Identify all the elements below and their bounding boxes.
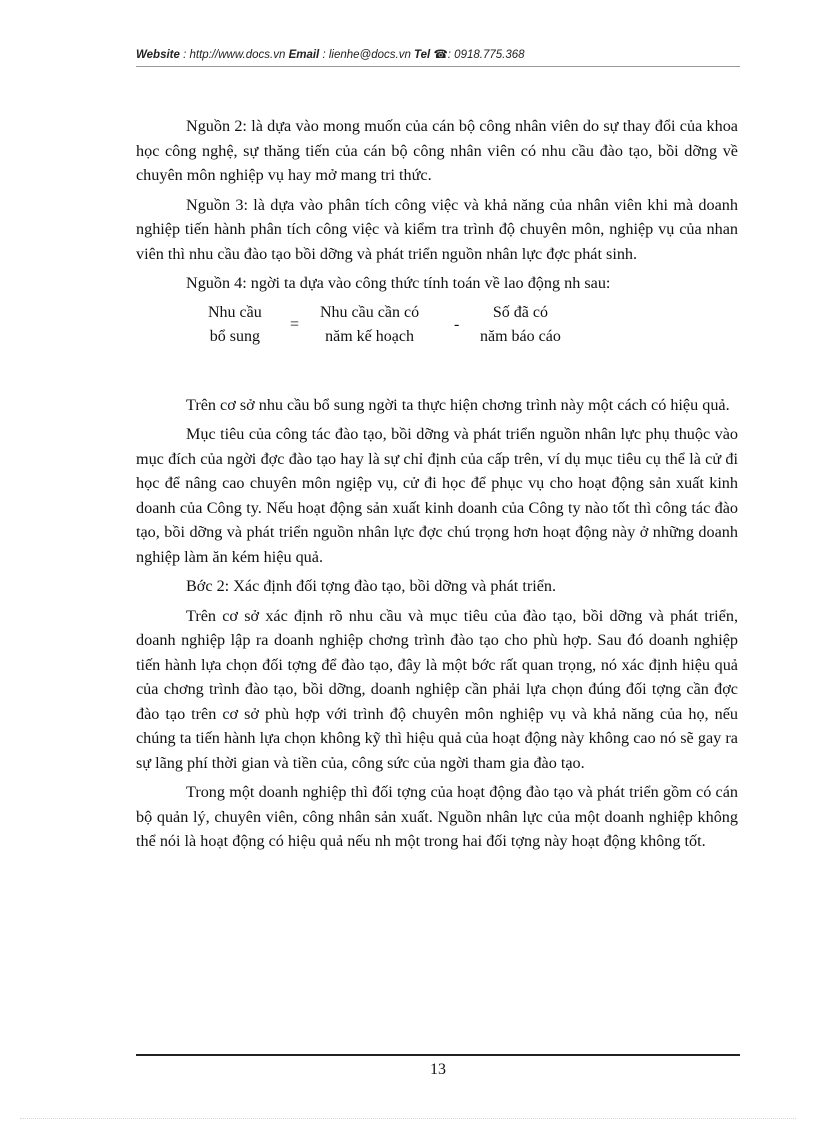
email-address[interactable]: : lienhe@docs.vn: [322, 49, 411, 61]
page-header: [136, 47, 740, 61]
formula-term-needed: Nhu cầu cần có năm kế hoạch: [320, 303, 420, 345]
email-label: Email: [288, 49, 320, 61]
paragraph-target-selection: Trên cơ sở xác định rõ nhu cầu và mục tiêu của đào tạo, bồi dỡng và phát triển, doanh nghiệp lập ra doanh nghiệp chơng trình đào tạo cho phù hợp. Sau đó doanh nghiệp tiến hành lựa chọn đối tợng để đào tạo, đây là một bớc rất quan trọng, nó xác định hiệu quả của chơng trình đào tạo, bồi dỡng, doanh nghiệp cần phải lựa chọn đúng đối tợng cần đợc đào tạo trên cơ sở phù hợp với trình độ chuyên môn nghiệp vụ và khả năng của họ, nếu chúng ta tiến hành lựa chọn không kỹ thì hiệu quả của hoạt động này không cao nó sẽ gay ra sự lãng phí thời gian và tiền của, công sức của ngời tham gia đào tạo.: [136, 606, 738, 772]
paragraph-target-groups: Trong một doanh nghiệp thì đối tợng của hoạt động đào tạo và phát triển gồm có cán bộ quản lý, chuyên viên, công nhân sản xuất. Nguồn nhân lực của một doanh nghiệp không thể nói là hoạt động có hiệu quả nếu nh một trong hai đối tợng này hoạt động không tốt.: [136, 783, 738, 850]
footer-divider: [136, 1054, 740, 1056]
paragraph-objectives: Mục tiêu của công tác đào tạo, bồi dỡng và phát triển nguồn nhân lực phụ thuộc vào mục đích của ngời đợc đào tạo hay là sự chỉ định của cấp trên, ví dụ mục tiêu cụ thể là cử đi học để nâng cao chuyên môn ngiệp vụ, cử đi học để phục vụ cho hoạt động sản xuất kinh doanh của Công ty. Nếu hoạt động sản xuất kinh doanh của Công ty nào tốt thì công tác đào tạo, bồi dỡng và phát triển nguồn nhân lực đợc chú trọng hơn hoạt động này ở những doanh nghiệp làm ăn kém hiệu quả.: [136, 425, 738, 566]
phone-icon: ☎: [433, 49, 448, 61]
tel-label: Tel: [414, 49, 431, 61]
header-divider: [136, 66, 740, 67]
labor-formula: [136, 301, 738, 353]
paragraph-step-2-heading: Bớc 2: Xác định đối tợng đào tạo, bồi dỡng và phát triển.: [186, 577, 557, 595]
formula-minus-sign: -: [454, 315, 460, 333]
paragraph-source-4: Nguồn 4: ngời ta dựa vào công thức tính toán về lao động nh sau:: [186, 274, 611, 292]
paragraph-source-3: Nguồn 3: là dựa vào phân tích công việc và khả năng của nhân viên khi mà doanh nghiệp tiến hành phân tích công việc và kiểm tra trình độ chuyên môn, nghiệp vụ của nhan viên thì nhu cầu đào tạo bồi dỡng và phát triển nguồn nhân lực đợc phát sinh.: [136, 195, 738, 263]
formula-equals-sign: =: [290, 315, 300, 333]
page-number: 13: [430, 1061, 446, 1078]
paragraph-source-2: Nguồn 2: là dựa vào mong muốn của cán bộ công nhân viên do sự thay đổi của khoa học công nghệ, sự thăng tiến của cán bộ công nhân viên có nhu cầu đào tạo, bồi dỡng về chuyên môn nghiệp vụ hay mở mang tri thức.: [136, 117, 738, 184]
document-body: [136, 114, 738, 859]
phone-number: : 0918.775.368: [447, 49, 525, 61]
formula-term-existing: Số đã có năm báo cáo: [480, 303, 561, 345]
formula-term-demand: Nhu cầu bổ sung: [208, 303, 262, 345]
website-url[interactable]: : http://www.docs.vn: [183, 49, 286, 61]
paragraph-supplement: Trên cơ sở nhu cầu bổ sung ngời ta thực hiện chơng trình này một cách có hiệu quả.: [186, 395, 730, 414]
page-bottom-border: [20, 1118, 796, 1119]
website-label: Website: [136, 49, 180, 61]
